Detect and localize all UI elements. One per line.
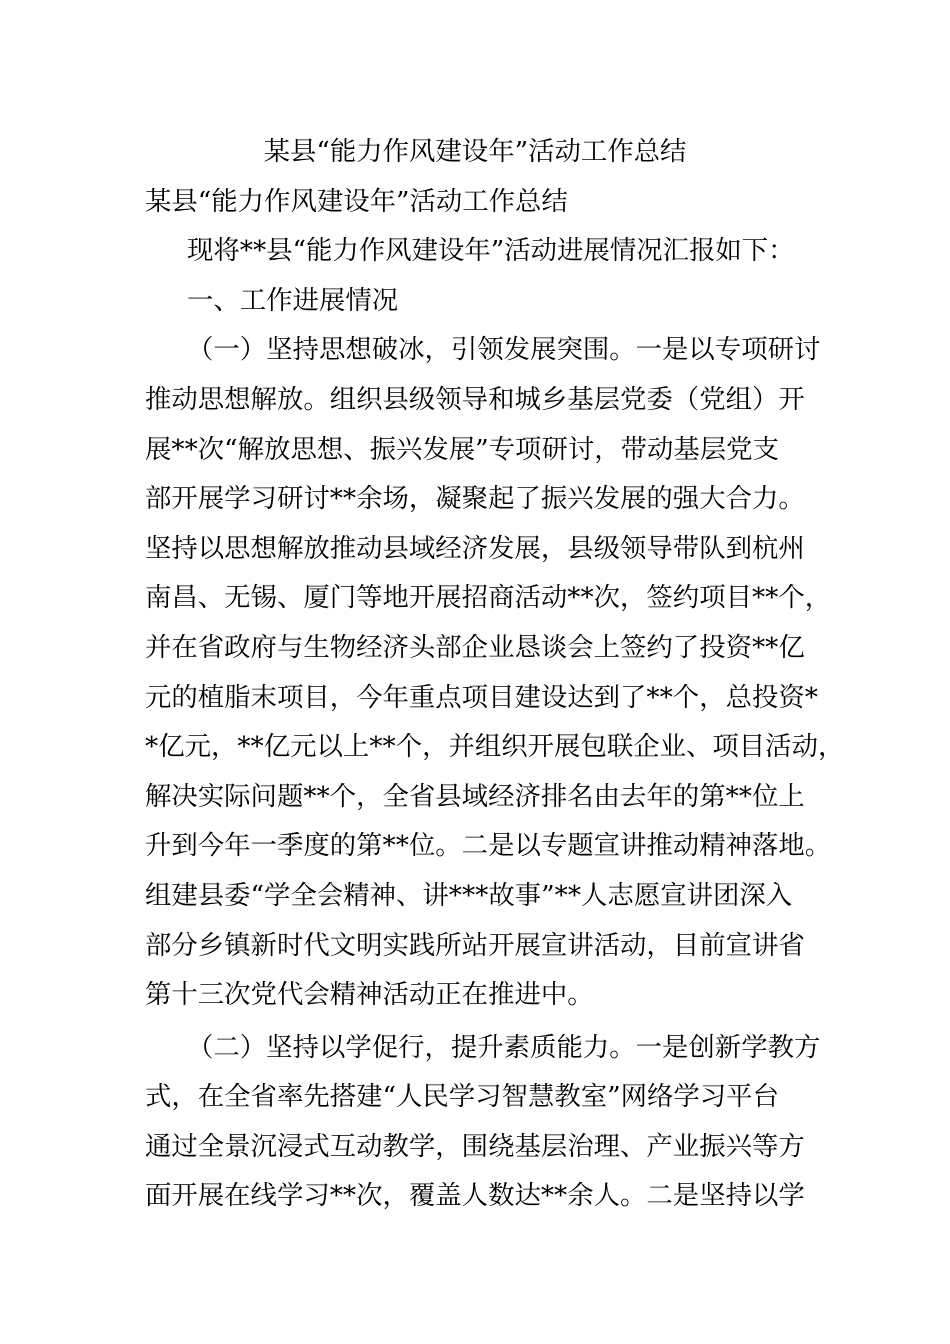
paragraph-1 <box>145 325 845 1019</box>
paragraph-line: 部开展学习研讨**余场，凝聚起了振兴发展的强大合力。 <box>145 483 805 515</box>
paragraph-line: 坚持以思想解放推动县域经济发展，县级领导带队到杭州 <box>145 532 805 564</box>
intro-paragraph: 现将**县“能力作风建设年”活动进展情况汇报如下： <box>187 235 795 267</box>
paragraph-line: 部分乡镇新时代文明实践所站开展宣讲活动，目前宣讲省 <box>145 929 805 961</box>
paragraph-line: （一）坚持思想破冰，引领发展突围。一是以专项研讨 <box>187 334 821 366</box>
paragraph-line: 组建县委“学全会精神、讲***故事”**人志愿宣讲团深入 <box>145 879 793 911</box>
paragraph-line: 第十三次党代会精神活动正在推进中。 <box>145 979 594 1011</box>
paragraph-line: 式，在全省率先搭建“人民学习智慧教室”网络学习平台 <box>145 1081 779 1113</box>
paragraph-2 <box>145 1023 845 1221</box>
paragraph-line: 面开展在线学习**次，覆盖人数达**余人。二是坚持以学 <box>145 1180 805 1212</box>
paragraph-line: 展**次“解放思想、振兴发展”专项研讨，带动基层党支 <box>145 433 779 465</box>
paragraph-line: *亿元，**亿元以上**个，并组织开展包联企业、项目活动， <box>145 731 845 763</box>
document-subtitle: 某县“能力作风建设年”活动工作总结 <box>145 185 568 217</box>
section-heading: 一、工作进展情况 <box>187 284 399 316</box>
paragraph-line: 通过全景沉浸式互动教学，围绕基层治理、产业振兴等方 <box>145 1130 805 1162</box>
title-spacer <box>145 127 845 177</box>
paragraph-line: 元的植脂末项目，今年重点项目建设达到了**个，总投资* <box>145 681 818 713</box>
paragraph-line: 南昌、无锡、厦门等地开展招商活动**次，签约项目**个， <box>145 582 832 614</box>
document-body <box>145 127 845 1221</box>
paragraph-line: 解决实际问题**个，全省县域经济排名由去年的第**位上 <box>145 780 805 812</box>
paragraph-line: 并在省政府与生物经济头部企业恳谈会上签约了投资**亿 <box>145 631 805 663</box>
paragraph-line: （二）坚持以学促行，提升素质能力。一是创新学教方 <box>187 1031 821 1063</box>
document-title: 某县“能力作风建设年”活动工作总结 <box>263 136 687 167</box>
paragraph-line: 推动思想解放。组织县级领导和城乡基层党委（党组）开 <box>145 383 805 415</box>
paragraph-line: 升到今年一季度的第**位。二是以专题宣讲推动精神落地。 <box>145 830 832 862</box>
